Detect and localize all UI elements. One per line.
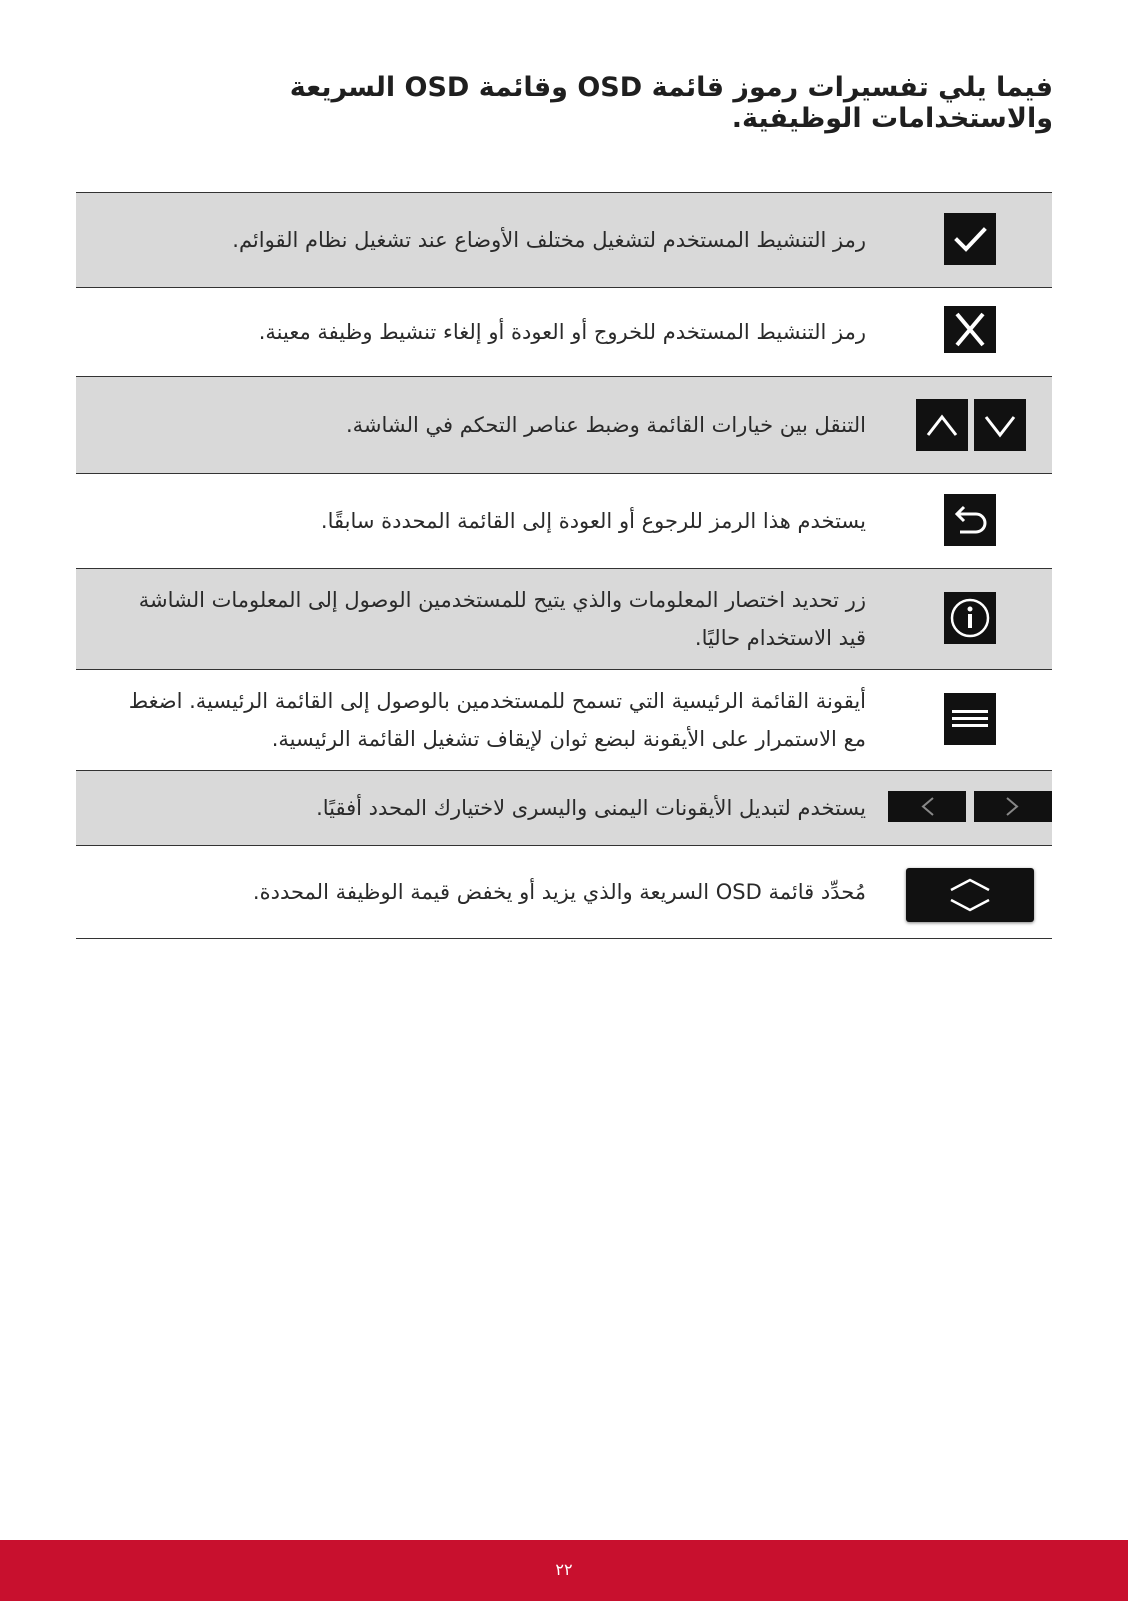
row-description: أيقونة القائمة الرئيسية التي تسمح للمستخدمين بالوصول إلى القائمة الرئيسية. اضغط مع الاستمرار على الأيقونة لبضع ثوان لإيقاف تشغيل القائمة الرئيسية.	[128, 689, 866, 751]
row-description: يستخدم هذا الرمز للرجوع أو العودة إلى القائمة المحددة سابقًا.	[320, 509, 866, 533]
close-icon	[944, 306, 996, 353]
menu-icon	[944, 693, 996, 745]
table-row	[76, 670, 1052, 771]
info-icon	[944, 592, 996, 644]
up-arrow-icon	[916, 399, 968, 451]
left-right-arrows-icon	[872, 771, 1052, 845]
osd-icons-table	[76, 192, 1052, 939]
row-description: يستخدم لتبديل الأيقونات اليمنى واليسرى لاختيارك المحدد أفقيًا.	[316, 796, 866, 820]
table-row	[76, 474, 1052, 569]
row-description: مُحدِّد قائمة OSD السريعة والذي يزيد أو يخفض قيمة الوظيفة المحددة.	[252, 880, 866, 904]
table-row	[76, 569, 1052, 670]
up-down-arrows-icon	[872, 377, 1052, 473]
table-row	[76, 288, 1052, 377]
down-arrow-icon	[974, 399, 1026, 451]
table-row	[76, 846, 1052, 939]
row-description: رمز التنشيط المستخدم للخروج أو العودة أو إلغاء تنشيط وظيفة معينة.	[258, 320, 866, 344]
page-number: ٢٢	[555, 1560, 573, 1579]
page-footer	[0, 1540, 1128, 1601]
quick-menu-selector-icon	[906, 868, 1034, 922]
row-description: زر تحديد اختصار المعلومات والذي يتيح للمستخدمين الوصول إلى المعلومات الشاشة قيد الاستخدام حاليًا.	[138, 588, 866, 650]
table-row	[76, 771, 1052, 846]
row-description: رمز التنشيط المستخدم لتشغيل مختلف الأوضاع عند تشغيل نظام القوائم.	[232, 228, 866, 252]
back-arrow-icon	[944, 494, 996, 546]
checkmark-icon	[944, 213, 996, 265]
right-arrow-icon	[974, 791, 1052, 822]
left-arrow-icon	[888, 791, 966, 822]
table-row	[76, 193, 1052, 288]
page-title: فيما يلي تفسيرات رموز قائمة OSD وقائمة OSD السريعة والاستخدامات الوظيفية.	[289, 72, 1053, 134]
table-row	[76, 377, 1052, 474]
row-description: التنقل بين خيارات القائمة وضبط عناصر التحكم في الشاشة.	[345, 413, 866, 437]
